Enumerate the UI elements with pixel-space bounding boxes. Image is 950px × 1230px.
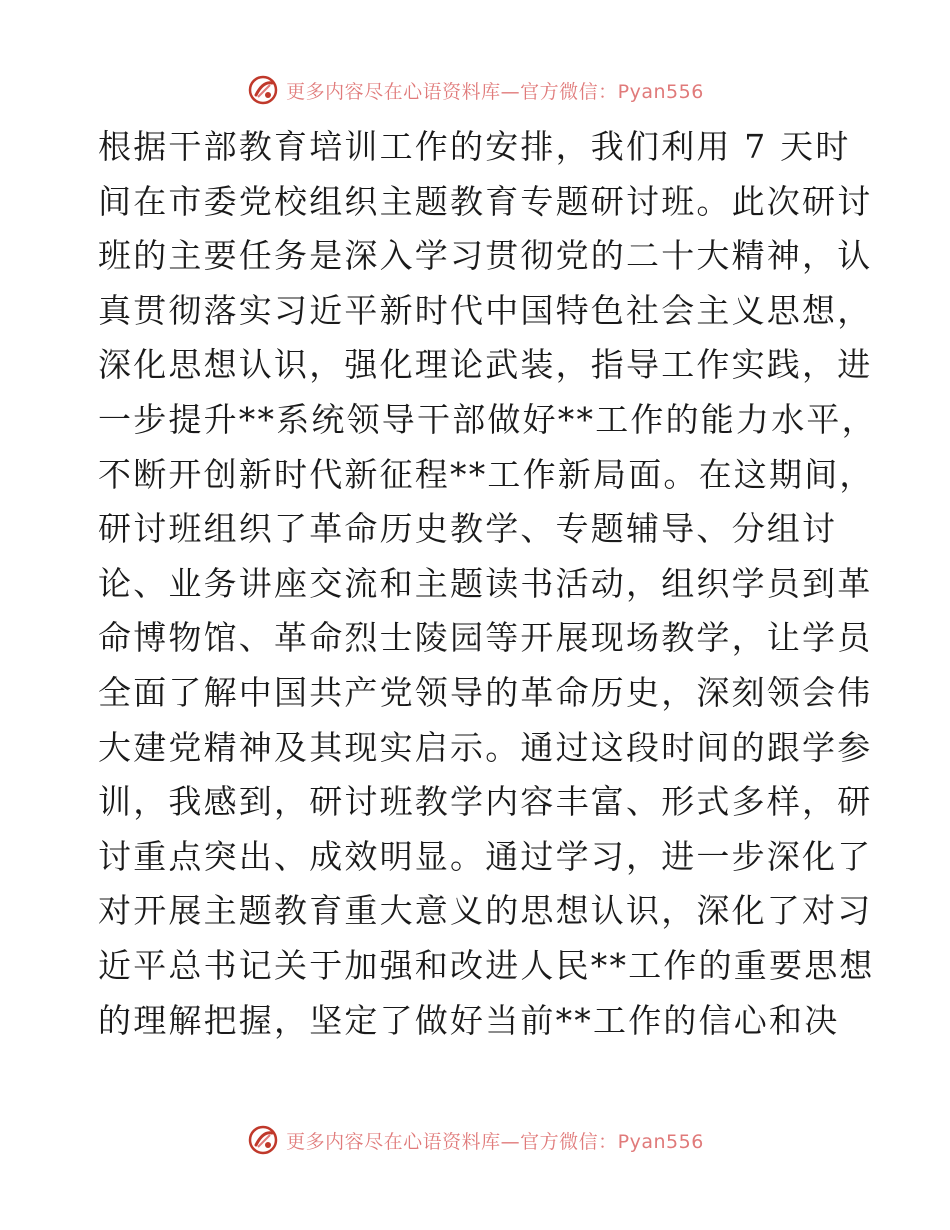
text-line: 真贯彻落实习近平新时代中国特色社会主义思想， bbox=[98, 290, 873, 330]
text-line: 论、业务讲座交流和主题读书活动，组织学员到革 bbox=[98, 563, 873, 603]
logo-icon bbox=[246, 73, 280, 107]
text-line: 对开展主题教育重大意义的思想认识，深化了对习 bbox=[98, 891, 873, 931]
header-watermark bbox=[0, 70, 950, 110]
watermark-text: 更多内容尽在心语资料库—官方微信：Pyan556 bbox=[286, 80, 704, 103]
text-line: 训，我感到，研讨班教学内容丰富、形式多样，研 bbox=[98, 782, 873, 822]
text-line: 不断开创新时代新征程**工作新局面。在这期间， bbox=[98, 454, 875, 494]
text-line: 的理解把握，坚定了做好当前**工作的信心和决 bbox=[98, 1000, 840, 1040]
text-line: 班的主要任务是深入学习贯彻党的二十大精神，认 bbox=[98, 236, 873, 276]
text-line: 深化思想认识，强化理论武装，指导工作实践，进 bbox=[98, 345, 873, 385]
text-line: 一步提升**系统领导干部做好**工作的能力水平， bbox=[98, 399, 877, 439]
footer-watermark bbox=[0, 1120, 950, 1160]
text-line: 讨重点突出、成效明显。通过学习，进一步深化了 bbox=[98, 836, 873, 876]
watermark-group bbox=[246, 73, 704, 107]
text-line: 全面了解中国共产党领导的革命历史，深刻领会伟 bbox=[98, 672, 873, 712]
document-body bbox=[98, 120, 877, 1048]
text-line: 研讨班组织了革命历史教学、专题辅导、分组讨 bbox=[98, 509, 838, 549]
text-line: 大建党精神及其现实启示。通过这段时间的跟学参 bbox=[98, 727, 873, 767]
text-line: 根据干部教育培训工作的安排，我们利用 7 天时 bbox=[98, 127, 851, 166]
text-line: 间在市委党校组织主题教育专题研讨班。此次研讨 bbox=[98, 181, 873, 221]
text-line: 命博物馆、革命烈士陵园等开展现场教学，让学员 bbox=[98, 618, 873, 658]
text-line: 近平总书记关于加强和改进人民**工作的重要思想 bbox=[98, 945, 875, 985]
logo-icon bbox=[246, 1123, 280, 1157]
watermark-text: 更多内容尽在心语资料库—官方微信：Pyan556 bbox=[286, 1130, 704, 1153]
watermark-group bbox=[246, 1123, 704, 1157]
